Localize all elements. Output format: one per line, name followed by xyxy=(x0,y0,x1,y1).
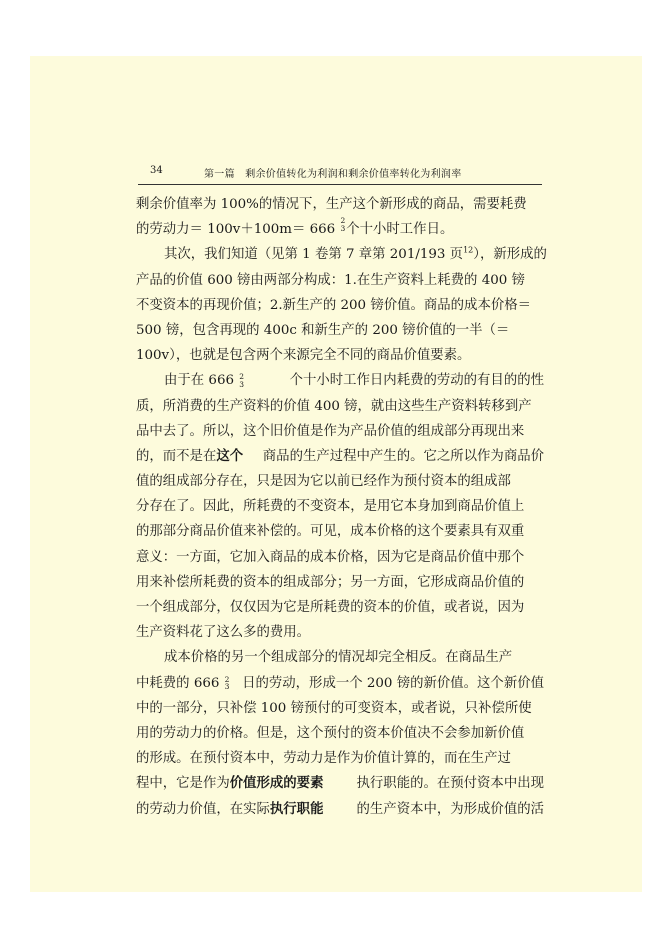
text-line xyxy=(136,217,544,242)
line-text xyxy=(136,671,230,696)
body-text xyxy=(136,192,547,822)
fraction-numerator: 2 xyxy=(239,372,245,382)
line-text: 100v），也就是包含两个来源完全不同的商品价值要素。 xyxy=(136,348,471,364)
text-line xyxy=(136,469,544,494)
line-text: 个十小时工作日。 xyxy=(346,222,454,238)
fraction-denominator: 3 xyxy=(340,223,346,233)
text-line xyxy=(136,696,544,721)
line-text: 的形成。在预付资本中，劳动力是作为价值计算的，而在生产过 xyxy=(136,751,511,767)
line-text: 日的劳动，形成一个 200 镑的新价值。这个新价值 xyxy=(242,675,544,691)
fraction-numerator: 2 xyxy=(340,216,346,226)
text-line xyxy=(136,268,544,293)
running-header xyxy=(138,162,542,185)
paragraph-start-line xyxy=(136,242,547,267)
line-text: 一个组成部分，仅仅因为它是所耗费的资本的价值，或者说，因为 xyxy=(136,600,525,615)
fraction-numerator: 2 xyxy=(224,674,230,684)
emphasis-text: 价值形成的要素 xyxy=(229,775,324,792)
line-text-part: 的劳动力价值，在实际 xyxy=(136,801,270,817)
line-text: 的劳动力＝ 100v＋100m＝ 666 xyxy=(136,222,340,238)
line-text: 商品的生产过程中产生的。它之所以作为商品价 xyxy=(262,448,544,464)
text-line xyxy=(136,444,544,469)
text-line xyxy=(136,343,544,368)
text-line xyxy=(136,671,544,696)
line-text: 生产资料花了这么多的费用。 xyxy=(136,625,311,641)
text-line xyxy=(136,746,544,771)
line-text-part: 的，而不是在 xyxy=(136,448,217,464)
line-text: 分存在了。因此，所耗费的不变资本，是用它本身加到商品价值上 xyxy=(136,499,525,515)
fraction-two-thirds xyxy=(340,217,345,242)
fraction-denominator: 3 xyxy=(224,682,230,692)
emphasis-text: 执行职能 xyxy=(269,800,324,817)
text-line xyxy=(136,519,544,544)
text-line xyxy=(136,494,544,519)
line-text xyxy=(164,242,473,267)
text-line xyxy=(136,570,544,595)
paragraph-start-line xyxy=(136,645,544,670)
page-number: 34 xyxy=(150,165,163,176)
text-line xyxy=(136,419,544,444)
line-text: 用的劳动力的价格。但是，这个预付的资本价值决不会参加新价值 xyxy=(136,725,525,741)
line-text: 剩余价值率为 100%的情况下，生产这个新形成的商品，需要耗费 xyxy=(136,197,527,212)
text-line xyxy=(136,620,544,645)
line-text: 品中去了。所以，这个旧价值是作为产品价值的组成部分再现出来 xyxy=(136,423,525,439)
line-text: 个十小时工作日内耗费的劳动的有目的的性 xyxy=(289,373,544,389)
line-text: 执行职能的。在预付资本中出现 xyxy=(356,776,544,792)
line-text: 中的一部分，只补偿 100 镑预付的可变资本，或者说，只补偿所使 xyxy=(136,700,532,716)
emphasis-text: 这个 xyxy=(216,447,244,464)
line-text-part: 中耗费的 666 xyxy=(136,675,224,691)
text-line xyxy=(136,721,544,746)
fraction-two-thirds xyxy=(239,373,244,388)
text-line xyxy=(136,394,544,419)
line-text-part: 其次，我们知道（见第 1 卷第 7 章第 201/193 页 xyxy=(164,247,464,263)
line-text-part: 由于在 666 xyxy=(164,373,239,389)
line-text xyxy=(136,444,243,469)
text-line xyxy=(136,192,544,217)
line-text: 成本价格的另一个组成部分的情况却完全相反。在商品生产 xyxy=(164,650,513,666)
text-line xyxy=(136,797,544,822)
line-text: 质，所消费的生产资料的价值 400 镑，就由这些生产资料转移到产 xyxy=(136,398,532,414)
line-text: 不变资本的再现价值；2.新生产的 200 镑价值。商品的成本价格＝ xyxy=(136,297,532,313)
line-text: ），新形成的 xyxy=(473,247,547,263)
line-text: 500 镑，包含再现的 400c 和新生产的 200 镑价值的一半（＝ xyxy=(136,322,510,338)
chapter-title: 第一篇 剩余价值转化为利润和剩余价值率转化为利润率 xyxy=(204,169,462,180)
line-text xyxy=(136,771,323,796)
line-text: 的那部分商品价值来补偿的。可见，成本价格的这个要素具有双重 xyxy=(136,524,525,540)
line-text xyxy=(164,368,245,393)
line-text: 产品的价值 600 镑由两部分构成：1.在生产资料上耗费的 400 镑 xyxy=(136,272,525,288)
text-line xyxy=(136,595,544,620)
line-text: 用来补偿所耗费的资本的组成部分；另一方面，它形成商品价值的 xyxy=(136,574,525,590)
fraction-two-thirds xyxy=(225,676,230,691)
text-line xyxy=(136,318,544,343)
line-text xyxy=(136,797,323,822)
line-text-part: 程中，它是作为 xyxy=(136,776,230,792)
line-text: 值的组成部分存在，只是因为它以前已经作为预付资本的组成部 xyxy=(136,474,511,490)
footnote-marker: 12 xyxy=(463,245,474,255)
text-line xyxy=(136,771,544,796)
text-line xyxy=(136,545,544,570)
paragraph-start-line xyxy=(136,368,544,393)
line-text: 意义：一方面，它加入商品的成本价格，因为它是商品价值中那个 xyxy=(136,549,525,565)
text-line xyxy=(136,293,544,318)
fraction-denominator: 3 xyxy=(239,379,245,389)
line-text: 的生产资本中，为形成价值的活 xyxy=(356,801,544,817)
